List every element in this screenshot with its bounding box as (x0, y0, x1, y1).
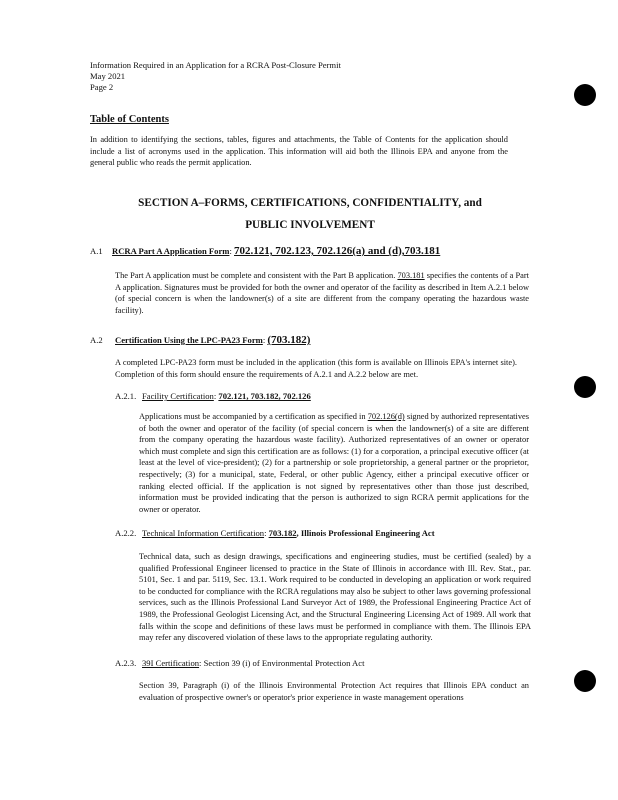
page-header (90, 60, 341, 93)
a22-heading (115, 528, 435, 538)
a22-colon: : (264, 528, 269, 538)
binder-hole-bottom (574, 670, 596, 692)
a23-number: A.2.3. (115, 658, 137, 668)
a23-colon: : (199, 658, 204, 668)
a1-heading (90, 245, 440, 257)
a21-colon: : (213, 391, 219, 401)
a1-title: RCRA Part A Application Form (112, 246, 230, 256)
toc-paragraph: In addition to identifying the sections, tables, figures and attachments, the Table of Contents for the application should include a list of acronyms used in the application. This information will aid both the Illinois EPA and anyone from the general public who reads the permit application. (90, 135, 508, 168)
a21-number: A.2.1. (115, 391, 137, 401)
a2-title: Certification Using the LPC-PA23 Form (115, 335, 263, 345)
a2-paragraph: A completed LPC-PA23 form must be included in the application (this form is available on Illinois EPA's internet site). Completion of this form should ensure the requirements of A.2.1 and A.2.2 below are met. (115, 358, 517, 379)
a2-colon: : (262, 335, 268, 345)
a21-paragraph (139, 411, 529, 515)
a23-paragraph: Section 39, Paragraph (i) of the Illinois Environmental Protection Act requires that Illinois EPA conduct an evaluation of prospective owner's or operator's prior experience in waste management operations (139, 681, 529, 702)
a1-text-before: The Part A application must be complete and consistent with the Part B application. (115, 271, 398, 280)
section-a-title (90, 192, 530, 236)
a21-title: Facility Certification (142, 391, 214, 401)
binder-hole-top (574, 84, 596, 106)
a21-heading (115, 391, 311, 401)
a21-text-after: signed by authorized representatives of both the owner and operator of the facility (of special concern is when the landowner(s) of a site are different from the company operating the hazardous waste facility). Authorized representatives of an owner or operator which must complete and sign this certification are as follows: (1) for a corporation, a principal executive officer (at least at the level of vice-president); (2) for a partnership or sole proprietorship, a general partner or the proprietor, respectively; (3) for a municipal, state, Federal, or other public Agency, either a principal executive officer or ranking elected official. If the application is not signed by representatives other than those just described, information must be provided indicating that the person is authorized to sign RCRA permit applications for the owner or operator. (139, 412, 530, 514)
a23-title: 39I Certification (142, 658, 200, 668)
header-document-title: Information Required in an Application for a RCRA Post-Closure Permit (90, 60, 341, 70)
a1-paragraph (115, 270, 529, 316)
a1-reference-link[interactable]: 702.121, 702.123, 702.126(a) and (d),703.181 (234, 245, 441, 257)
section-title-line-2: PUBLIC INVOLVEMENT (245, 219, 375, 231)
a22-title: Technical Information Certification (142, 528, 265, 538)
a21-text-before: Applications must be accompanied by a certification as specified in (139, 412, 368, 421)
a2-reference-link[interactable]: (703.182) (267, 334, 311, 346)
a1-colon: : (229, 246, 234, 256)
header-page-number: Page 2 (90, 82, 114, 92)
a2-heading (90, 334, 310, 346)
toc-heading: Table of Contents (90, 114, 169, 125)
a22-paragraph: Technical data, such as design drawings, specifications and engineering studies, must be certified (sealed) by a qualified Professional Engineer licensed to practice in the State of Illinois in accordance with Ill. Rev. Stat., par. 5101, Sec. 1 and par. 5119, Sec. 13.1. Work required to be conducted in developing an application or work required to be conducted for compliance with the RCRA regulations may also be subject to other laws governing professional services, such as the Illinois Professional Land Surveyor Act of 1989, the Professional Engineering Practice Act of 1989, the Professional Geologist Licensing Act, and the Structural Engineering Licensing Act of 1989. All work that falls within the scope and definitions of these laws must be performed in compliance with them. The Illinois EPA may refer any discovered violation of these laws to the appropriate regulating authority. (139, 552, 531, 643)
header-date: May 2021 (90, 71, 126, 81)
a1-inline-reference[interactable]: 703.181 (397, 271, 425, 280)
binder-hole-middle (574, 376, 596, 398)
a21-reference-link[interactable]: 702.121, 703.182, 702.126 (218, 391, 311, 401)
a1-number: A.1 (90, 246, 103, 256)
a22-number: A.2.2. (115, 528, 137, 538)
a1-text-after: specifies the contents of a Part A application. Signatures must be provided for both the owner and operator of the facility as described in Item A.2.1 below (of special concern is when the landowner(s) of a site are different from the company operating the hazardous waste facility). (115, 271, 529, 315)
a22-suffix: , Illinois Professional Engineering Act (296, 528, 435, 538)
a22-reference-link[interactable]: 703.182 (268, 528, 297, 538)
a21-inline-reference[interactable]: 702.126(d) (367, 412, 405, 421)
a23-suffix: Section 39 (i) of Environmental Protection Act (203, 658, 365, 668)
a23-heading (115, 658, 364, 668)
a2-number: A.2 (90, 335, 103, 345)
section-title-line-1: SECTION A–FORMS, CERTIFICATIONS, CONFIDENTIALITY, and (138, 197, 482, 209)
